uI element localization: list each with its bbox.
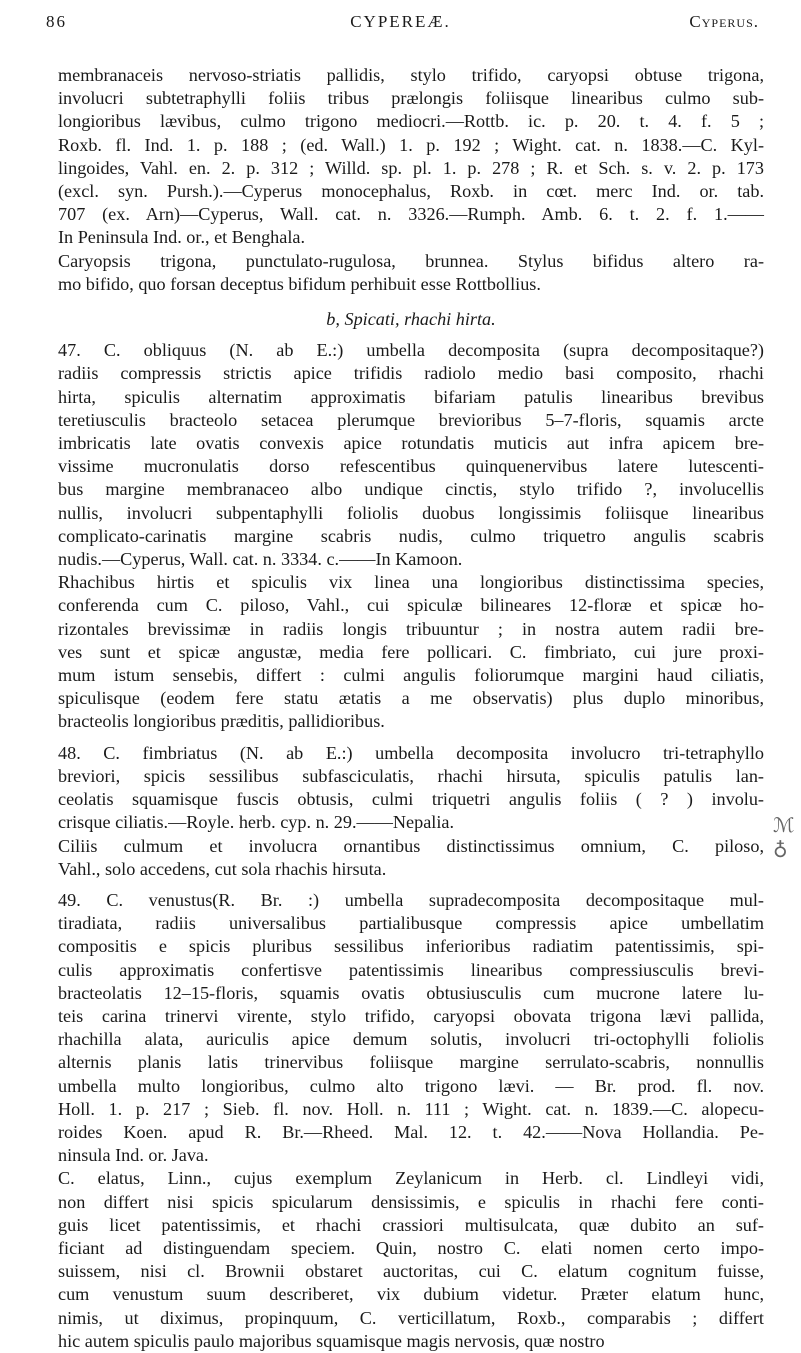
text-line: lingoides, Vahl. en. 2. p. 312 ; Willd. sp. pl. 1. p. 278 ; R. et Sch. s. v. 2. p. 173 [58,157,764,178]
text-line: 48. C. fimbriatus (N. ab E.:) umbella decomposita involucro tri-tetraphyllo [58,742,764,763]
text-line: bus margine membranaceo albo undique cinctis, stylo trifido ?, involucellis [58,479,764,500]
text-line: crisque ciliatis.—Royle. herb. cyp. n. 29.——Nepalia. [58,812,454,833]
text-line: In Peninsula Ind. or., et Benghala. [58,227,305,248]
text-line: alternis planis latis trinervibus foliisque margine serrulato-scabris, nonnullis [58,1052,764,1073]
text-line: longioribus lævibus, culmo trigono mediocri.—Rottb. ic. p. 20. t. 4. f. 5 ; [58,111,764,132]
text-line: teis carina trinervi virente, stylo trifido, caryopsi obovata trigona lævi pallida, [58,1005,764,1026]
running-header [0,12,801,40]
paragraph-group-2 [58,339,764,733]
text-line: C. elatus, Linn., cujus exemplum Zeylanicum in Herb. cl. Lindleyi vidi, [58,1168,764,1189]
text-line: ceolatis squamisque fuscis obtusis, culmi triquetri angulis foliis ( ? ) involu- [58,789,764,810]
section-heading: b, Spicati, rhachi hirta. [326,309,496,330]
text-line: ficiant ad distinguendam speciem. Quin, nostro C. elati nomen certo impo- [58,1237,764,1258]
text-line: Ciliis culmum et involucra ornantibus distinctissimus omnium, C. piloso, [58,835,764,856]
running-title: Cyperus. [689,12,759,31]
text-line: radiis compressis strictis apice trifidis radiolo medio basi composito, rhachi [58,363,764,384]
text-line: nimis, ut diximus, propinquum, C. verticillatum, Roxb., comparabis ; differt [58,1307,764,1328]
text-line: suissem, nisi cl. Brownii obstaret auctoritas, cui C. elatum cognitum fuisse, [58,1261,764,1282]
text-line: Holl. 1. p. 217 ; Sieb. fl. nov. Holl. n. 111 ; Wight. cat. n. 1839.—C. alopecu- [58,1098,764,1119]
paragraph-group-3 [58,742,764,881]
text-line: culis approximatis confertisve patentissimis linearibus compressiusculis brevi- [58,959,764,980]
text-line: breviori, spicis sessilibus subfasciculatis, rhachi hirsuta, spiculis patulis lan- [58,765,764,786]
text-line: mum istum sensebis, differt : culmi angulis foliorumque margini haud ciliatis, [58,665,764,686]
text-line: roides Koen. apud R. Br.—Rheed. Mal. 12. t. 42.——Nova Hollandia. Pe- [58,1121,764,1142]
text-line: (excl. syn. Pursh.).—Cyperus monocephalus, Roxb. in cœt. merc Ind. or. tab. [58,181,764,202]
text-line: membranaceis nervoso-striatis pallidis, stylo trifido, caryopsi obtuse trigona, [58,65,764,85]
text-line: compositis e spicis pluribus sessilibus inferioribus radiatim patentissimis, spi- [58,936,764,957]
text-line: rhachilla alata, auriculis apice demum solutis, involucri tri-octophylli foliolis [58,1029,764,1050]
text-line: rizontales brevissimæ in radiis longis tribuuntur ; in nostra autem radii bre- [58,618,764,639]
text-line: umbella multo longioribus, culmo alto trigono lævi. — Br. prod. fl. nov. [58,1075,764,1096]
text-line: tiradiata, radiis universalibus partialibusque compressis apice umbellatim [58,913,764,934]
text-line: 707 (ex. Arn)—Cyperus, Wall. cat. n. 3326.—Rumph. Amb. 6. t. 2. f. 1.—— [58,204,764,225]
text-line: Vahl., solo accedens, cut sola rhachis hirsuta. [58,858,387,879]
text-line: hirta, spiculis alternatim approximatis bifariam patulis linearibus brevibus [58,386,764,407]
paragraph-group-1 [58,64,764,296]
text-line: cum venustum suum describeret, vix dubium videtur. Præter elatum hunc, [58,1284,764,1305]
body-text [58,64,764,1353]
text-line: bracteolatis 12–15-floris, squamis ovatis obtusiusculis cum mucrone latere lu- [58,982,764,1003]
text-line: nullis, involucri subpentaphylli foliolis duobus longissimis foliisque linearibus [58,502,764,523]
section-title: CYPEREÆ. [350,12,451,31]
text-line: guis licet patentissimis, et rhachi crassiori multisulcata, quæ dubito an suf- [58,1214,764,1235]
text-line: teretiusculis bracteolo setacea plerumque brevioribus 5–7-floris, squamis arcte [58,409,764,430]
text-line: spiculisque (eodem fere statu ætatis a me observatis) plus duplo minoribus, [58,688,764,709]
text-line: bracteolis longioribus præditis, pallidioribus. [58,711,385,732]
text-line: vissime mucronulatis dorso refescentibus quinquenervibus latere lutescenti- [58,456,764,477]
text-line: 47. C. obliquus (N. ab E.:) umbella decomposita (supra decompositaque?) [58,340,764,361]
text-line: mo bifido, quo forsan deceptus bifidum perhibuit esse Rottbollius. [58,273,541,294]
text-line: complicato-carinatis margine scabris nudis, culmo triquetro angulis scabris [58,525,764,546]
text-line: imbricatis late ovatis convexis apice rotundatis muticis aut infra apicem bre- [58,433,764,454]
text-line: Roxb. fl. Ind. 1. p. 188 ; (ed. Wall.) 1. p. 192 ; Wight. cat. n. 1838.—C. Kyl- [58,134,764,155]
page-number: 86 [46,12,67,31]
text-line: 49. C. venustus(R. Br. :) umbella supradecomposita decompositaque mul- [58,889,764,910]
text-line: Rhachibus hirtis et spiculis vix linea una longioribus distinctissima species, [58,572,764,593]
text-line: hic autem spiculis paulo majoribus squamisque magis nervosis, quæ nostro [58,1330,605,1351]
text-line: Caryopsis trigona, punctulato-rugulosa, brunnea. Stylus bifidus altero ra- [58,250,764,271]
paragraph-group-4 [58,889,764,1353]
text-line: non differt nisi spicis spicularum densissimis, e spiculis in rhachi fere conti- [58,1191,764,1212]
text-line: ninsula Ind. or. Java. [58,1145,209,1166]
margin-annotation: ℳ ♁ [773,815,795,862]
text-line: involucri subtetraphylli foliis tribus prælongis foliisque linearibus culmo sub- [58,88,764,109]
text-line: ves sunt et spicæ angustæ, media fere pollicari. C. fimbriato, cui jure proxi- [58,641,764,662]
text-line: nudis.—Cyperus, Wall. cat. n. 3334. c.——In Kamoon. [58,549,463,570]
text-line: conferenda cum C. piloso, Vahl., cui spiculæ bilineares 12-floræ et spicæ ho- [58,595,764,616]
